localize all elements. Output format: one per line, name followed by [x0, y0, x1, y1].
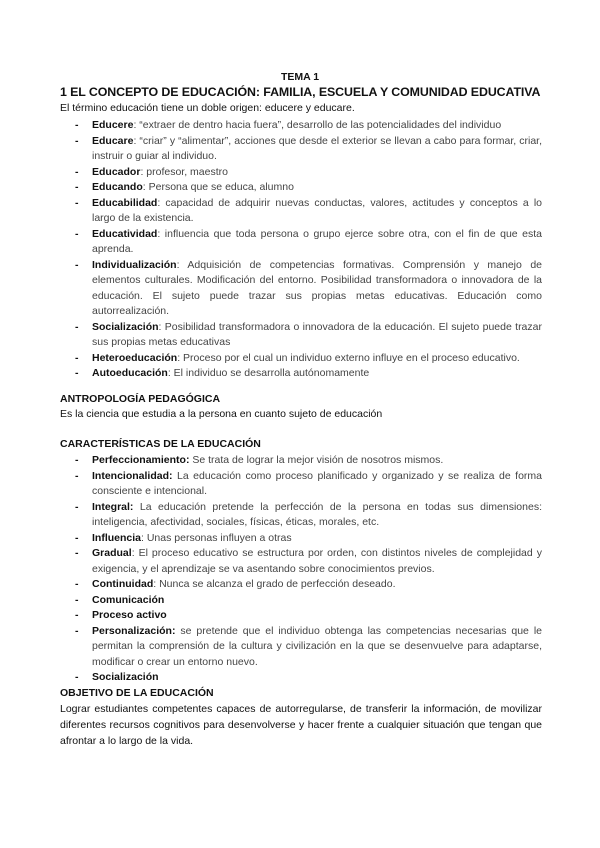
bullet-dash: - — [75, 671, 79, 683]
list-item — [0, 608, 542, 624]
list-item — [0, 258, 542, 320]
intro-paragraph: El término educación tiene un doble origen: educere y educare. — [60, 102, 355, 114]
list-item-description: La educación como proceso planificado y organizado y se realiza de forma consciente e intencional. — [92, 469, 542, 497]
bullet-dash: - — [75, 578, 79, 590]
list-item-description: : El proceso educativo se estructura por orden, con distintos niveles de complejidad y exigencia, y el aprendizaje se va asentando sobre conocimientos previos. — [92, 547, 542, 575]
list-item-description: : Adquisición de competencias formativas. Comprensión y manejo de elementos culturales. Modificación del entorno. Posibilidad transformadora o innovadora de la educación. El sujeto puede trazar sus propias metas educativas. Educación como autorrealización. — [92, 258, 542, 317]
bullet-dash: - — [75, 320, 79, 333]
antropologia-heading: ANTROPOLOGÍA PEDAGÓGICA — [60, 393, 221, 405]
list-item-text — [92, 134, 542, 165]
list-item-term: Perfeccionamiento: — [92, 454, 190, 466]
bullet-dash: - — [75, 367, 79, 379]
list-item-text — [92, 453, 542, 469]
list-item-text — [92, 593, 542, 609]
list-item-text — [92, 469, 542, 500]
list-item — [0, 180, 542, 196]
bullet-dash: - — [75, 181, 79, 193]
bullet-dash: - — [75, 547, 79, 559]
list-item-term: Gradual — [92, 547, 132, 559]
list-item-term: Intencionalidad: — [92, 469, 173, 482]
list-item-description: : Posibilidad transformadora o innovadora de la educación. El sujeto puede trazar sus propias metas educativas — [92, 320, 542, 348]
list-item-term: Socialización — [92, 671, 159, 683]
list-item — [0, 165, 542, 181]
list-item-term: Influencia — [92, 531, 142, 544]
list-item-term: Continuidad — [92, 578, 154, 590]
list-item-text — [92, 320, 542, 351]
list-item-text — [92, 258, 542, 320]
list-item — [0, 546, 542, 577]
bullet-dash: - — [75, 593, 79, 606]
list-item-term: Individualización — [92, 258, 177, 271]
list-item — [0, 134, 542, 165]
bullet-dash: - — [75, 258, 79, 271]
list-item-text — [92, 351, 542, 367]
list-item — [0, 624, 542, 671]
caracteristicas-heading: CARACTERÍSTICAS DE LA EDUCACIÓN — [60, 438, 261, 450]
list-item-description: : Nunca se alcanza el grado de perfección deseado. — [153, 578, 396, 590]
bullet-dash: - — [75, 196, 79, 209]
list-item-term: Personalización: — [92, 624, 176, 637]
list-item-term: Integral: — [92, 500, 134, 513]
bullet-dash: - — [75, 119, 79, 131]
list-item — [0, 670, 542, 686]
list-item-text — [92, 500, 542, 531]
list-item-description: : influencia que toda persona o grupo ejerce sobre otra, con el fin de que esta aprenda. — [92, 227, 542, 255]
list-item-text — [92, 165, 542, 181]
list-item-term: Educador — [92, 165, 141, 178]
list-item-text — [92, 624, 542, 671]
chapter-title: 1 EL CONCEPTO DE EDUCACIÓN: FAMILIA, ESCUELA Y COMUNIDAD EDUCATIVA — [60, 85, 541, 99]
list-item-text — [92, 196, 542, 227]
list-item — [0, 531, 542, 547]
list-item — [0, 351, 542, 367]
list-item-term: Educando — [92, 181, 143, 193]
list-item-description: se pretende que el individuo obtenga las competencias necesarias que le permitan la comprensión de la cultura y civilización en la que se desenvuelve para adaptarse, modificar o crear un entorno nuevo. — [92, 624, 542, 668]
list-item — [0, 453, 542, 469]
bullet-dash: - — [75, 469, 79, 482]
list-item-term: Educare — [92, 134, 134, 147]
bullet-dash: - — [75, 454, 79, 466]
list-item-description: : profesor, maestro — [140, 165, 228, 178]
bullet-dash: - — [75, 227, 79, 240]
list-item-description: : Proceso por el cual un individuo externo influye en el proceso educativo. — [177, 351, 520, 364]
list-item-description: : “extraer de dentro hacia fuera”, desarrollo de las potencialidades del individuo — [133, 119, 502, 131]
list-item-text — [92, 366, 542, 382]
list-item-text — [92, 577, 542, 593]
list-item — [0, 320, 542, 351]
list-item — [0, 118, 542, 134]
bullet-dash: - — [75, 165, 79, 178]
list-item-term: Educatividad — [92, 227, 158, 240]
list-item-text — [92, 180, 542, 196]
bullet-dash: - — [75, 531, 79, 544]
bullet-dash: - — [75, 609, 79, 621]
list-item-term: Proceso activo — [92, 609, 167, 621]
list-item-text — [92, 546, 542, 577]
list-item-description: La educación pretende la perfección de la persona en todas sus dimensiones: inteligencia, afectividad, sociales, físicas, éticas, morales, etc. — [92, 500, 542, 528]
list-item-term: Heteroeducación — [92, 351, 178, 364]
list-item-description: : Unas personas influyen a otras — [141, 531, 292, 544]
list-item-description: : capacidad de adquirir nuevas conductas, valores, actitudes y conceptos a lo largo de la existencia. — [92, 196, 542, 224]
list-item-text — [92, 118, 542, 134]
bullet-dash: - — [75, 624, 79, 637]
list-item-text — [92, 531, 542, 547]
list-item-term: Educabilidad — [92, 196, 158, 209]
bullet-dash: - — [75, 134, 79, 147]
list-item — [0, 593, 542, 609]
list-item-term: Comunicación — [92, 593, 165, 606]
list-item-description: : El individuo se desarrolla autónomamente — [167, 367, 370, 379]
list-item-description: : “criar” y “alimentar”, acciones que desde el exterior se llevan a cabo para formar, criar, instruir o guiar al individuo. — [92, 134, 542, 162]
list-item — [0, 577, 542, 593]
list-item — [0, 500, 542, 531]
objetivo-heading: OBJETIVO DE LA EDUCACIÓN — [60, 687, 214, 699]
objetivo-text: Lograr estudiantes competentes capaces de autorregularse, de transferir la información, de movilizar diferentes recursos cognitivos para desenvolverse y hacer frente a cualquier situación que tengan que afrontar a lo largo de la vida. — [60, 703, 542, 747]
list-item-term: Educere — [92, 119, 134, 131]
list-item-description: : Persona que se educa, alumno — [142, 181, 294, 193]
bullet-dash: - — [75, 500, 79, 513]
antropologia-text: Es la ciencia que estudia a la persona en cuanto sujeto de educación — [60, 408, 383, 420]
list-item — [0, 227, 542, 258]
list-item — [0, 366, 542, 382]
concept-list — [0, 118, 542, 382]
caracteristicas-list — [0, 453, 542, 686]
list-item-term: Socialización — [92, 320, 159, 333]
list-item-term: Autoeducación — [92, 367, 168, 379]
tema-label: TEMA 1 — [280, 71, 320, 83]
list-item-text — [92, 608, 542, 624]
list-item — [0, 196, 542, 227]
list-item-text — [92, 670, 542, 686]
bullet-dash: - — [75, 351, 79, 364]
list-item-text — [92, 227, 542, 258]
list-item — [0, 469, 542, 500]
list-item-description: Se trata de lograr la mejor visión de nosotros mismos. — [189, 454, 444, 466]
